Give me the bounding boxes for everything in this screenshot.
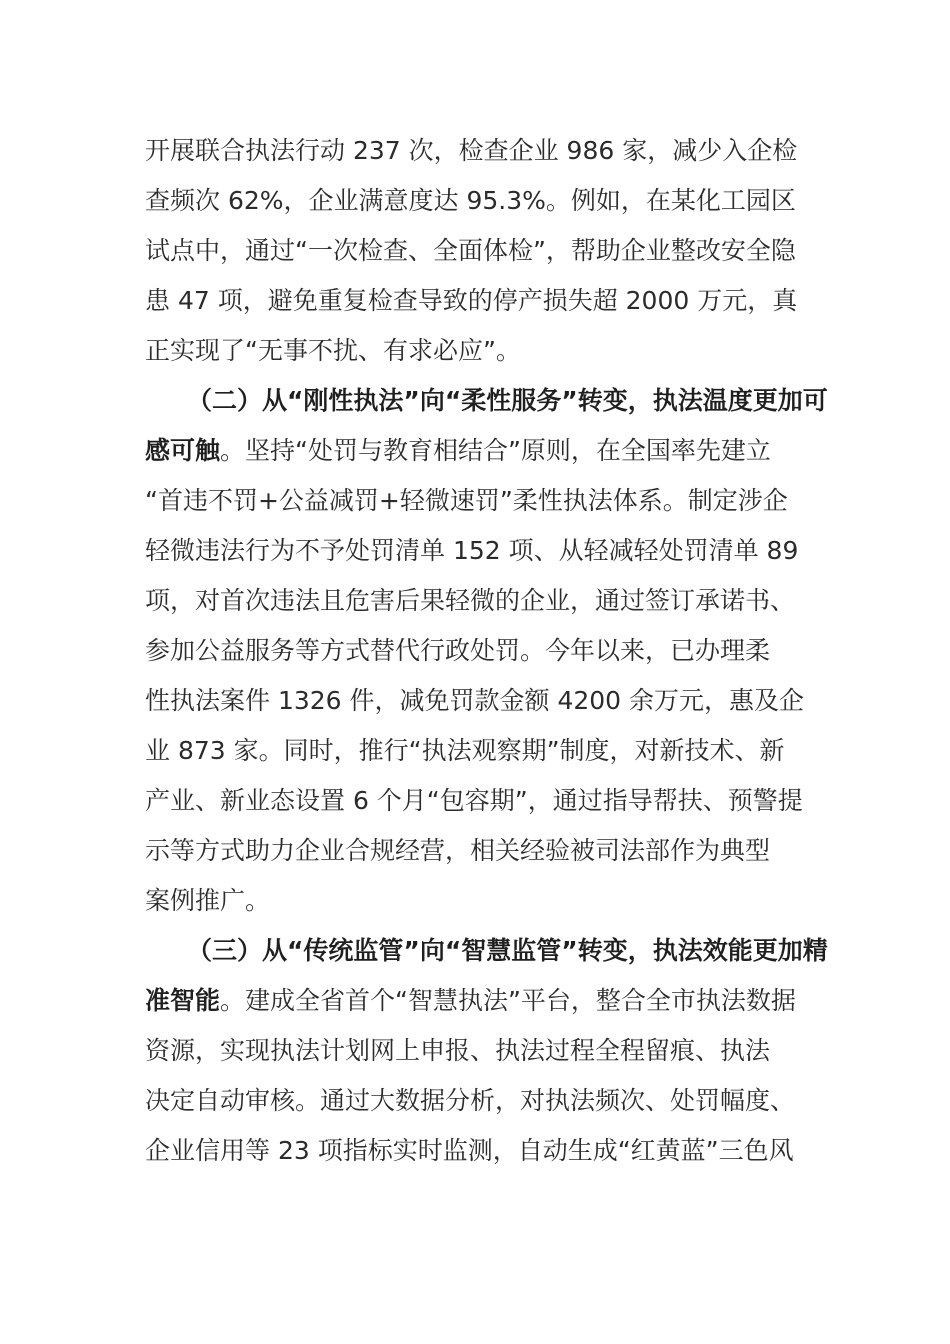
body-text-line: 决定自动审核。通过大数据分析，对执法频次、处罚幅度、: [145, 1086, 796, 1115]
body-text-line: 业 873 家。同时，推行“执法观察期”制度，对新技术、新: [145, 736, 785, 765]
body-text-line: 企业信用等 23 项指标实时监测，自动生成“红黄蓝”三色风: [145, 1136, 794, 1165]
section-heading-tail: 感可触: [145, 436, 221, 465]
body-text-line: 项，对首次违法且危害后果轻微的企业，通过签订承诺书、: [145, 586, 796, 615]
section-heading-tail: 准智能: [145, 986, 221, 1015]
body-text-line: 资源，实现执法计划网上申报、执法过程全程留痕、执法: [145, 1036, 771, 1065]
section-heading: （三）从“传统监管”向“智慧监管”转变，执法效能更加精: [187, 936, 828, 965]
body-text-line: 查频次 62%，企业满意度达 95.3%。例如，在某化工园区: [145, 186, 796, 215]
section-heading: （二）从“刚性执法”向“柔性服务”转变，执法温度更加可: [187, 386, 828, 415]
body-text-line: 患 47 项，避免重复检查导致的停产损失超 2000 万元，真: [145, 286, 798, 315]
body-text-line: 正实现了“无事不扰、有求必应”。: [145, 336, 521, 365]
body-text-line: 轻微违法行为不予处罚清单 152 项、从轻减轻处罚清单 89: [145, 536, 799, 565]
body-text-line: 产业、新业态设置 6 个月“包容期”，通过指导帮扶、预警提: [145, 786, 803, 815]
body-text-line: 开展联合执法行动 237 次，检查企业 986 家，减少入企检: [145, 136, 798, 165]
body-text-line: 示等方式助力企业合规经营，相关经验被司法部作为典型: [145, 836, 771, 865]
body-text-line: 性执法案件 1326 件，减免罚款金额 4200 余万元，惠及企: [145, 686, 805, 715]
section-heading-line: [145, 981, 815, 1021]
body-text-span: 。坚持“处罚与教育相结合”原则，在全国率先建立: [220, 436, 771, 465]
body-text-line: 案例推广。: [145, 886, 271, 915]
body-text-line: “首违不罚+公益减罚+轻微速罚”柔性执法体系。制定涉企: [145, 486, 788, 515]
body-text-line: 试点中，通过“一次检查、全面体检”，帮助企业整改安全隐: [145, 236, 796, 265]
body-text-line: 参加公益服务等方式替代行政处罚。今年以来，已办理柔: [145, 636, 771, 665]
body-text-span: 。建成全省首个“智慧执法”平台，整合全市执法数据: [220, 986, 796, 1015]
section-heading-line: [145, 431, 815, 471]
